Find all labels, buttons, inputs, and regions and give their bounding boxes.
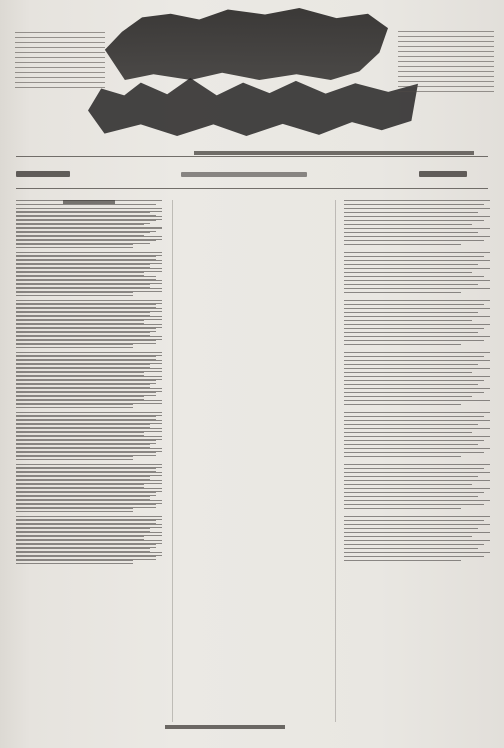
text-line	[16, 280, 162, 281]
text-line	[344, 308, 490, 309]
text-line	[16, 396, 144, 397]
text-line	[344, 272, 472, 273]
text-line	[344, 364, 478, 365]
text-line	[344, 352, 490, 353]
text-line	[16, 324, 162, 325]
text-line	[16, 320, 144, 321]
text-line	[16, 236, 162, 237]
text-line	[16, 308, 162, 309]
text-line	[344, 524, 490, 525]
text-line	[344, 344, 461, 345]
text-line	[344, 276, 484, 277]
text-line	[344, 244, 461, 245]
text-line	[398, 41, 494, 42]
text-line	[16, 232, 150, 233]
text-line	[16, 448, 162, 449]
text-line	[16, 272, 144, 273]
text-line	[344, 544, 484, 545]
text-line	[344, 260, 490, 261]
text-line	[344, 328, 484, 329]
text-line	[344, 264, 478, 265]
text-line	[16, 372, 144, 373]
text-line	[16, 228, 162, 229]
text-line	[16, 496, 150, 497]
text-line	[344, 292, 461, 293]
column-divider	[335, 200, 336, 722]
text-line	[344, 232, 478, 233]
newspaper-masthead	[70, 8, 420, 153]
text-line	[344, 396, 472, 397]
text-line	[16, 432, 144, 433]
text-line	[16, 532, 162, 533]
text-line	[344, 508, 461, 509]
text-line	[344, 376, 490, 377]
text-line	[344, 500, 490, 501]
text-line	[16, 508, 133, 509]
text-line	[344, 280, 490, 281]
issue-year-mark	[419, 171, 467, 177]
text-line	[398, 56, 494, 57]
issue-number-mark	[16, 171, 70, 177]
text-line	[344, 440, 484, 441]
text-line	[16, 252, 162, 253]
text-line	[398, 86, 494, 87]
text-line	[398, 71, 494, 72]
text-line	[344, 200, 490, 201]
text-line	[16, 536, 144, 537]
text-line	[16, 240, 156, 241]
text-line	[344, 516, 490, 517]
text-line	[16, 368, 162, 369]
text-line	[16, 520, 156, 521]
text-line	[398, 61, 494, 62]
text-line	[16, 392, 156, 393]
text-line	[344, 216, 490, 217]
text-line	[344, 452, 484, 453]
text-line	[344, 416, 484, 417]
text-line	[16, 204, 156, 205]
text-line	[16, 340, 156, 341]
text-line	[16, 384, 150, 385]
text-line	[16, 316, 162, 317]
text-line	[398, 46, 494, 47]
text-line	[16, 472, 162, 473]
text-line	[16, 388, 162, 389]
text-line	[16, 556, 156, 557]
text-line	[344, 476, 478, 477]
text-line	[398, 66, 494, 67]
text-line	[16, 344, 133, 345]
text-line	[344, 320, 472, 321]
text-line	[398, 51, 494, 52]
text-line	[398, 76, 494, 77]
text-line	[16, 304, 156, 305]
text-line	[344, 268, 490, 269]
text-line	[344, 220, 484, 221]
text-line	[344, 464, 490, 465]
text-line	[344, 356, 484, 357]
text-line	[344, 552, 490, 553]
text-line	[344, 256, 484, 257]
text-line	[344, 224, 472, 225]
text-line	[344, 472, 490, 473]
text-line	[344, 528, 478, 529]
text-line	[16, 464, 162, 465]
text-line	[16, 328, 156, 329]
text-line	[16, 336, 162, 337]
article-columns	[16, 200, 488, 722]
text-line	[16, 400, 162, 401]
text-line	[344, 380, 484, 381]
text-line	[16, 444, 150, 445]
text-line	[344, 420, 490, 421]
text-line	[344, 228, 490, 229]
text-line	[16, 492, 156, 493]
text-line	[344, 536, 472, 537]
text-line	[344, 456, 461, 457]
text-line	[16, 300, 162, 301]
text-line	[16, 488, 162, 489]
text-line	[16, 244, 133, 245]
text-line	[16, 428, 162, 429]
text-line	[344, 548, 478, 549]
text-line	[16, 208, 162, 209]
text-line	[16, 260, 162, 261]
text-line	[16, 212, 150, 213]
text-line	[16, 456, 133, 457]
text-line	[16, 452, 156, 453]
text-line	[16, 480, 162, 481]
text-line	[344, 412, 490, 413]
lower-rule	[16, 188, 488, 189]
text-line	[16, 484, 144, 485]
text-line	[344, 212, 478, 213]
text-line	[16, 552, 162, 553]
issue-date-mark	[181, 172, 307, 177]
column-divider	[172, 200, 173, 722]
text-line	[344, 332, 478, 333]
text-line	[16, 284, 150, 285]
text-line	[344, 324, 490, 325]
text-line	[16, 312, 150, 313]
text-line	[344, 448, 490, 449]
text-line	[344, 312, 478, 313]
text-line	[344, 384, 478, 385]
text-line	[344, 304, 484, 305]
text-line	[16, 524, 162, 525]
text-line	[16, 360, 162, 361]
text-line	[344, 424, 478, 425]
text-line	[344, 208, 490, 209]
text-line	[344, 540, 490, 541]
text-line	[344, 432, 472, 433]
text-line	[344, 400, 490, 401]
text-line	[16, 292, 133, 293]
masthead-subtitle-line	[194, 151, 474, 155]
text-line	[344, 336, 490, 337]
right-column	[16, 200, 162, 722]
text-line	[16, 516, 162, 517]
text-line	[344, 468, 484, 469]
right-side-note	[398, 31, 494, 94]
masthead-bottom-lettering	[88, 78, 418, 136]
text-line	[16, 420, 162, 421]
text-line	[344, 288, 490, 289]
text-line	[16, 216, 162, 217]
text-line	[344, 284, 478, 285]
text-line	[344, 496, 478, 497]
text-line	[344, 388, 490, 389]
text-line	[344, 372, 472, 373]
text-line	[16, 540, 162, 541]
text-line	[344, 492, 484, 493]
text-line	[16, 412, 162, 413]
footer-mark	[165, 725, 285, 729]
text-line	[344, 316, 490, 317]
text-line	[344, 504, 484, 505]
issue-meta	[16, 163, 488, 185]
text-line	[344, 532, 490, 533]
text-line	[398, 36, 494, 37]
text-line	[344, 240, 484, 241]
text-line	[16, 500, 162, 501]
text-line	[16, 440, 156, 441]
text-line	[344, 488, 490, 489]
text-line	[344, 520, 484, 521]
text-line	[16, 528, 150, 529]
center-column	[344, 200, 490, 722]
text-line	[398, 81, 494, 82]
text-line	[16, 416, 156, 417]
text-line	[16, 376, 162, 377]
text-line	[16, 404, 133, 405]
text-line	[344, 252, 490, 253]
text-line	[16, 220, 156, 221]
text-line	[16, 548, 150, 549]
text-line	[344, 436, 490, 437]
text-line	[16, 364, 150, 365]
text-line	[16, 332, 150, 333]
text-line	[344, 560, 461, 561]
text-line	[344, 444, 478, 445]
text-line	[344, 428, 490, 429]
text-line	[16, 256, 156, 257]
text-line	[16, 288, 162, 289]
text-line	[344, 236, 490, 237]
text-line	[16, 224, 144, 225]
text-line	[16, 200, 162, 201]
text-line	[344, 360, 490, 361]
text-line	[344, 484, 472, 485]
text-line	[16, 380, 156, 381]
text-line	[344, 368, 490, 369]
text-line	[344, 404, 461, 405]
text-line	[398, 91, 494, 92]
text-line	[16, 264, 150, 265]
text-line	[344, 204, 484, 205]
text-line	[16, 356, 156, 357]
text-line	[16, 436, 162, 437]
text-line	[16, 268, 162, 269]
text-line	[344, 556, 484, 557]
text-line	[16, 468, 156, 469]
text-line	[16, 424, 150, 425]
text-line	[16, 504, 156, 505]
text-line	[344, 480, 490, 481]
text-line	[16, 276, 156, 277]
masthead-top-lettering	[102, 8, 388, 80]
text-line	[344, 392, 484, 393]
text-line	[16, 352, 162, 353]
text-line	[344, 300, 490, 301]
text-line	[16, 544, 156, 545]
text-line	[398, 31, 494, 32]
text-line	[16, 560, 133, 561]
text-line	[344, 340, 484, 341]
text-line	[16, 476, 150, 477]
upper-rule	[16, 156, 488, 157]
